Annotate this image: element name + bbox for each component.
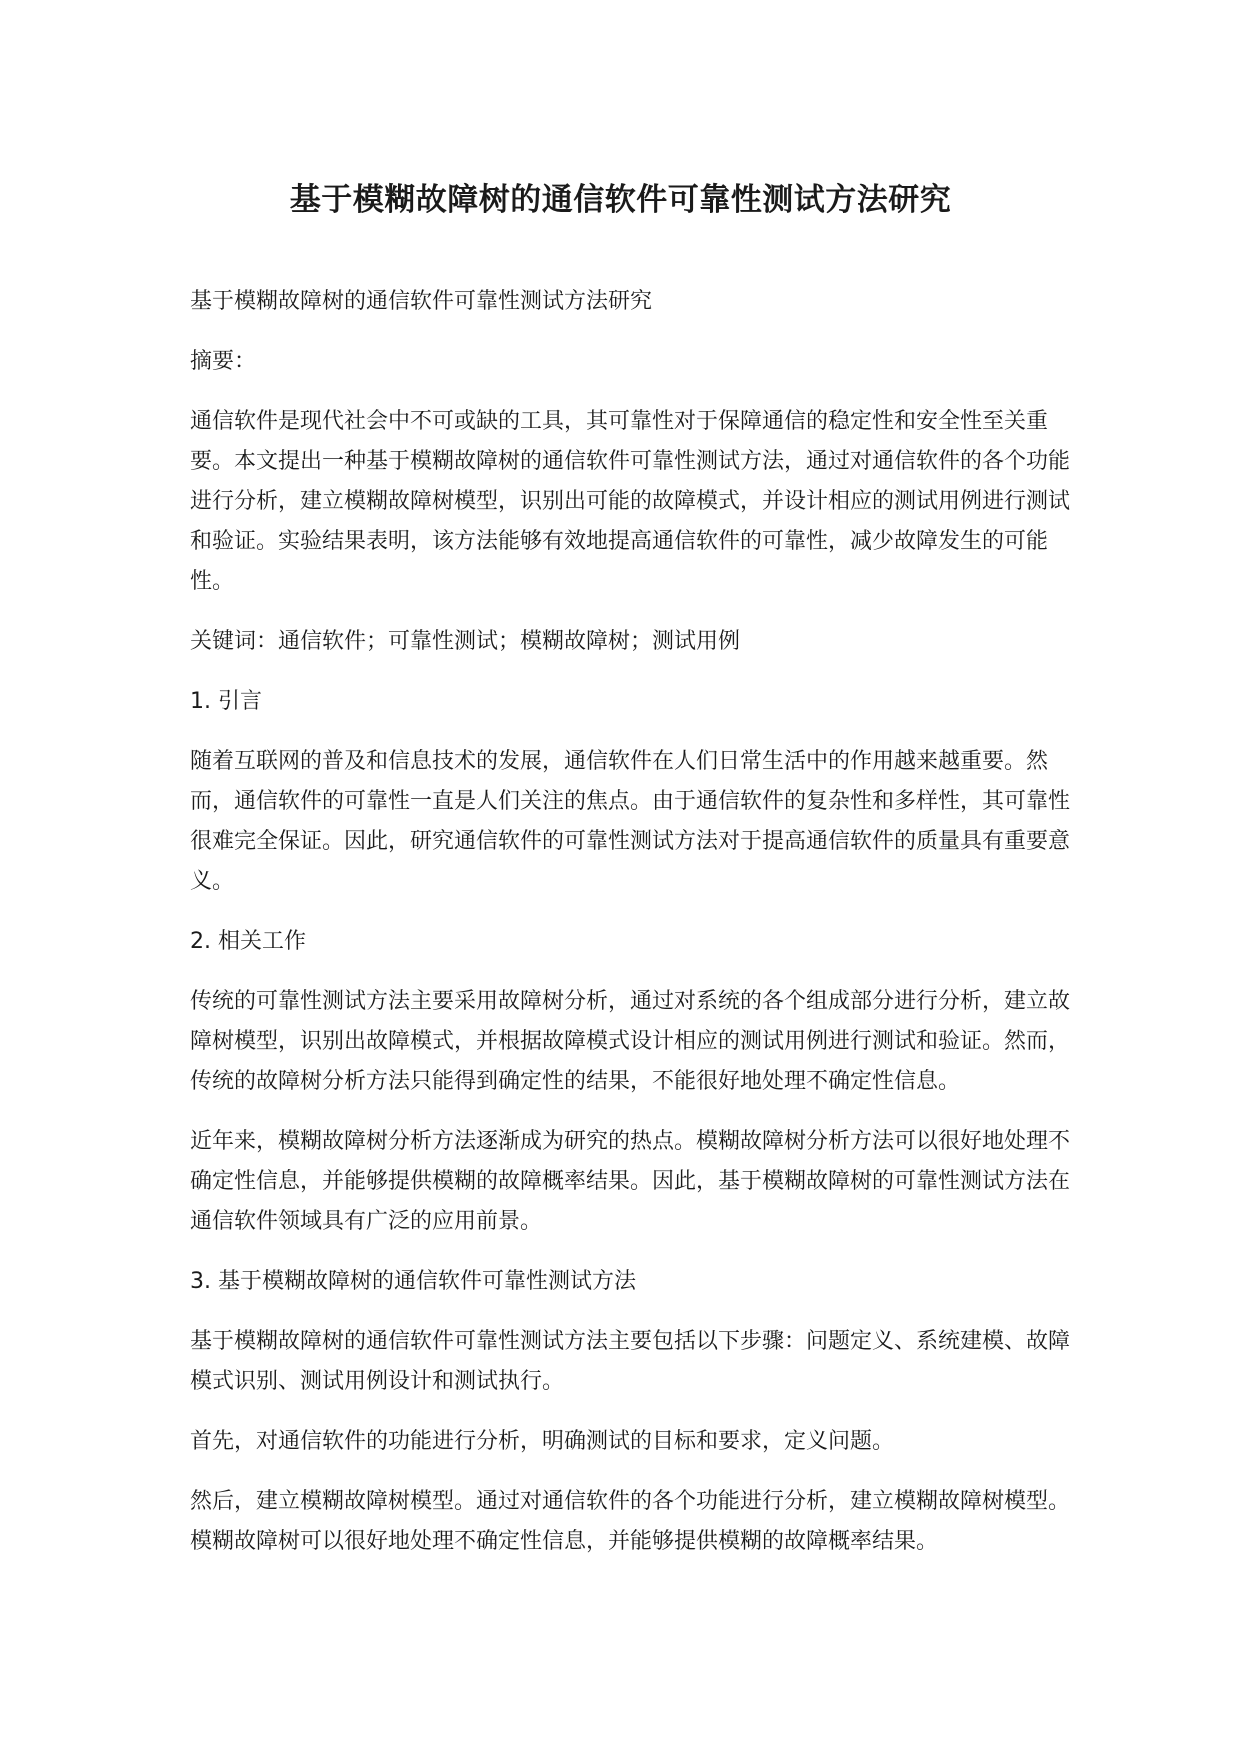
abstract-heading: 摘要： <box>190 349 257 374</box>
method-paragraph-1: 基于模糊故障树的通信软件可靠性测试方法主要包括以下步骤：问题定义、系统建模、故障模式识别、测试用例设计和测试执行。 <box>190 1329 1071 1394</box>
abstract-paragraph: 通信软件是现代社会中不可或缺的工具，其可靠性对于保障通信的稳定性和安全性至关重要。本文提出一种基于模糊故障树的通信软件可靠性测试方法，通过对通信软件的各个功能进行分析，建立模糊故障树模型，识别出可能的故障模式，并设计相应的测试用例进行测试和验证。实验结果表明，该方法能够有效地提高通信软件的可靠性，减少故障发生的可能性。 <box>190 409 1071 594</box>
method-paragraph-2: 首先，对通信软件的功能进行分析，明确测试的目标和要求，定义问题。 <box>190 1429 895 1454</box>
method-paragraph-3: 然后，建立模糊故障树模型。通过对通信软件的各个功能进行分析，建立模糊故障树模型。模糊故障树可以很好地处理不确定性信息，并能够提供模糊的故障概率结果。 <box>190 1489 1071 1554</box>
document-body <box>190 282 1080 1582</box>
section-heading-method: 3. 基于模糊故障树的通信软件可靠性测试方法 <box>190 1269 636 1294</box>
document-title: 基于模糊故障树的通信软件可靠性测试方法研究 <box>289 182 952 218</box>
section-heading-introduction: 1. 引言 <box>190 689 262 714</box>
related-work-paragraph-2: 近年来，模糊故障树分析方法逐渐成为研究的热点。模糊故障树分析方法可以很好地处理不确定性信息，并能够提供模糊的故障概率结果。因此，基于模糊故障树的可靠性测试方法在通信软件领域具有广泛的应用前景。 <box>190 1129 1071 1234</box>
section-heading-related-work: 2. 相关工作 <box>190 929 306 954</box>
keywords-paragraph: 关键词：通信软件；可靠性测试；模糊故障树；测试用例 <box>190 629 741 654</box>
related-work-paragraph-1: 传统的可靠性测试方法主要采用故障树分析，通过对系统的各个组成部分进行分析，建立故障树模型，识别出故障模式，并根据故障模式设计相应的测试用例进行测试和验证。然而，传统的故障树分析方法只能得到确定性的结果，不能很好地处理不确定性信息。 <box>190 989 1071 1094</box>
introduction-paragraph: 随着互联网的普及和信息技术的发展，通信软件在人们日常生活中的作用越来越重要。然而，通信软件的可靠性一直是人们关注的焦点。由于通信软件的复杂性和多样性，其可靠性很难完全保证。因此，研究通信软件的可靠性测试方法对于提高通信软件的质量具有重要意义。 <box>190 749 1071 894</box>
subtitle-paragraph: 基于模糊故障树的通信软件可靠性测试方法研究 <box>190 289 653 314</box>
